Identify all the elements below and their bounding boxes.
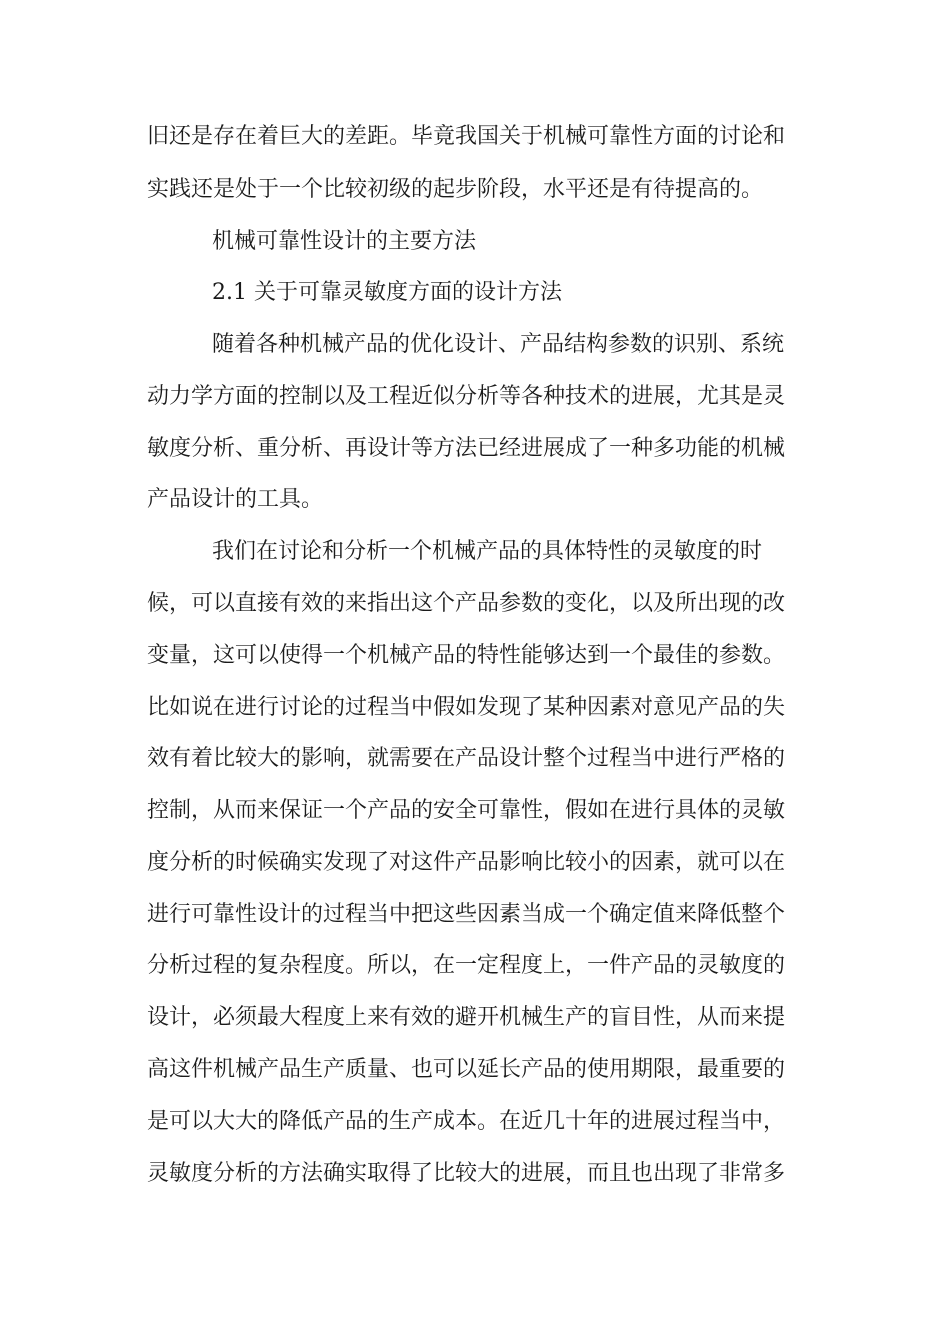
body-text-line: 是可以大大的降低产品的生产成本。在近几十年的进展过程当中， [147,1109,786,1134]
body-text-line: 动力学方面的控制以及工程近似分析等各种技术的进展，尤其是灵 [147,384,786,409]
body-text-line: 随着各种机械产品的优化设计、产品结构参数的识别、系统 [212,332,785,357]
body-text-line: 分析过程的复杂程度。所以，在一定程度上，一件产品的灵敏度的 [147,953,786,978]
body-text-line: 变量，这可以使得一个机械产品的特性能够达到一个最佳的参数。 [147,643,786,668]
body-text-line: 我们在讨论和分析一个机械产品的具体特性的灵敏度的时 [212,539,763,564]
body-text-line: 控制，从而来保证一个产品的安全可靠性，假如在进行具体的灵敏 [147,798,786,823]
body-text-line: 设计，必须最大程度上来有效的避开机械生产的盲目性，从而来提 [147,1005,786,1030]
body-text-line: 产品设计的工具。 [147,487,324,512]
subsection-heading: 2.1 关于可靠灵敏度方面的设计方法 [212,280,562,305]
body-text-line: 旧还是存在着巨大的差距。毕竟我国关于机械可靠性方面的讨论和 [147,124,786,149]
body-text-line: 灵敏度分析的方法确实取得了比较大的进展，而且也出现了非常多 [147,1161,786,1186]
body-text-line: 度分析的时候确实发现了对这件产品影响比较小的因素，就可以在 [147,850,786,875]
body-text-line: 比如说在进行讨论的过程当中假如发现了某种因素对意见产品的失 [147,695,786,720]
section-heading: 机械可靠性设计的主要方法 [212,229,477,254]
body-text-line: 进行可靠性设计的过程当中把这些因素当成一个确定值来降低整个 [147,902,786,927]
body-text-line: 候，可以直接有效的来指出这个产品参数的变化，以及所出现的改 [147,591,786,616]
body-text-line: 敏度分析、重分析、再设计等方法已经进展成了一种多功能的机械 [147,436,786,461]
body-text-line: 高这件机械产品生产质量、也可以延长产品的使用期限，最重要的 [147,1057,786,1082]
body-text-line: 效有着比较大的影响，就需要在产品设计整个过程当中进行严格的 [147,746,786,771]
body-text-line: 实践还是处于一个比较初级的起步阶段，水平还是有待提高的。 [147,177,764,202]
